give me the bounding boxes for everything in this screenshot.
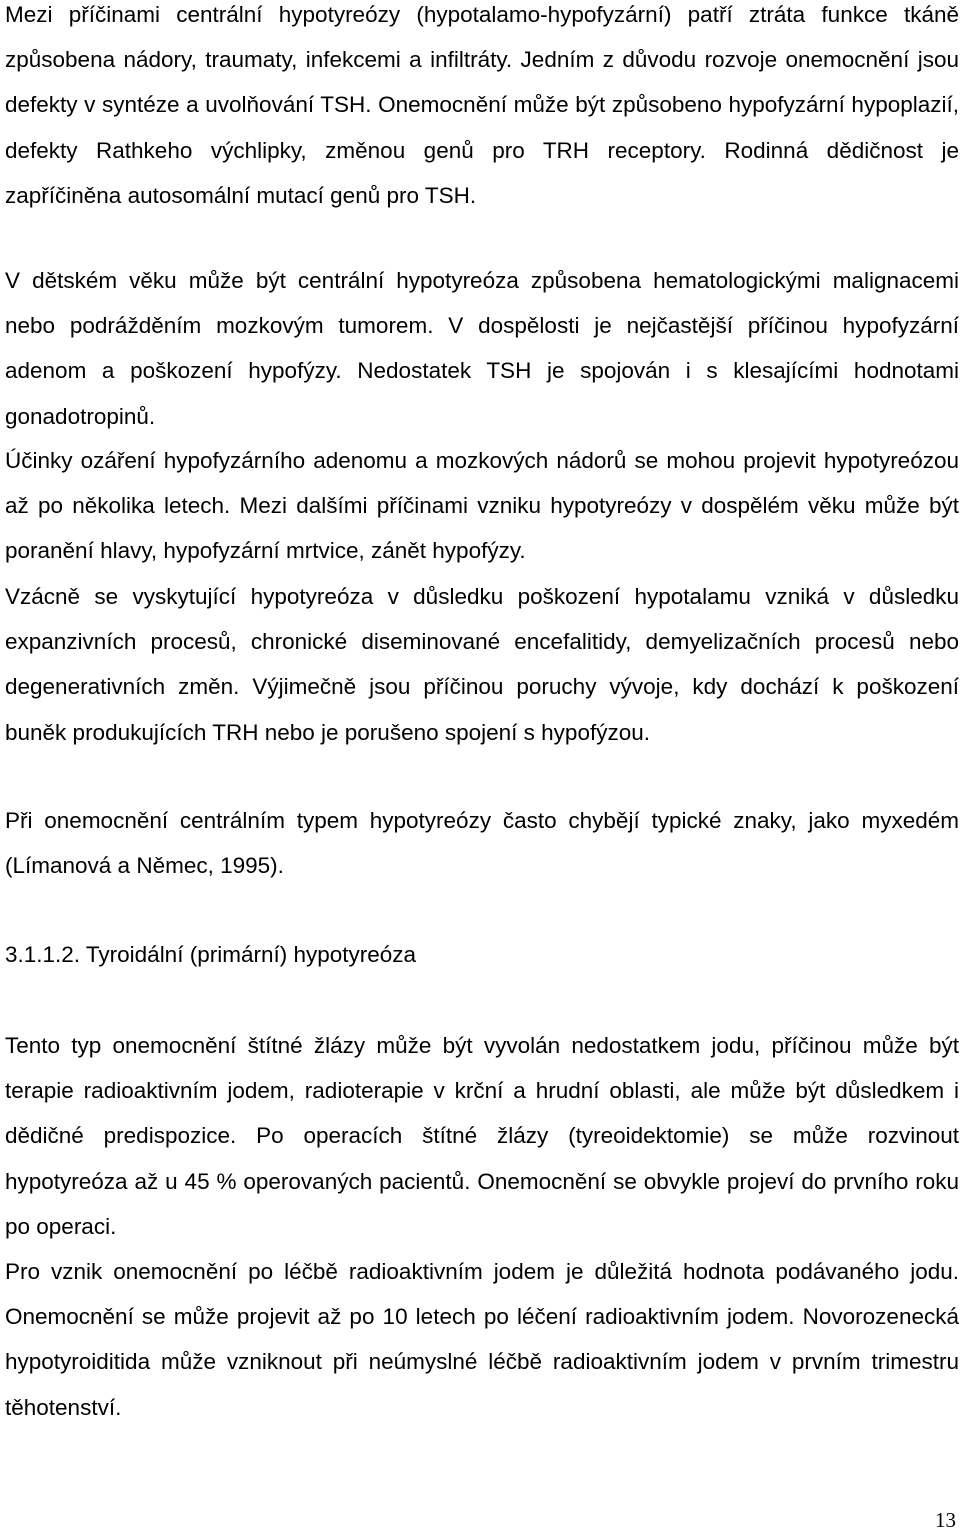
paragraph-childhood-causes: V dětském věku může být centrální hypotyreóza způsobena hematologickými malignacemi nebo podrážděním mozkovým tumorem. V dospělosti je nejčastější příčinou hypofyzární adenom a poškození hypofýzy. Nedostatek TSH je spojován i s klesajícími hodnotami gonadotropinů.: [5, 268, 959, 429]
paragraph-central-hypothyroidism-causes: Mezi příčinami centrální hypotyreózy (hypotalamo-hypofyzární) patří ztráta funkce tkáně způsobena nádory, traumaty, infekcemi a infiltráty. Jedním z důvodu rozvoje onemocnění jsou defekty v syntéze a uvolňování TSH. Onemocnění může být způsobeno hypofyzární hypoplazií, defekty Rathkeho výchlipky, změnou genů pro TRH receptory. Rodinná dědičnost je zapříčiněna autosomální mutací genů pro TSH.: [5, 2, 959, 208]
paragraph-symptoms: Při onemocnění centrálním typem hypotyreózy často chybějí typické znaky, jako myxedém (Límanová a Němec, 1995).: [5, 808, 959, 879]
paragraph-hypothalamus-damage: Vzácně se vyskytující hypotyreóza v důsledku poškození hypotalamu vzniká v důsledku expanzivních procesů, chronické diseminované encefalitidy, demyelizačních procesů nebo degenerativních změn. Výjimečně jsou příčinou poruchy vývoje, kdy dochází k poškození buněk produkujících TRH nebo je porušeno spojení s hypofýzou.: [5, 584, 959, 745]
paragraph-thyroid-causes: Tento typ onemocnění štítné žlázy může být vyvolán nedostatkem jodu, příčinou může být terapie radioaktivním jodem, radioterapie v krční a hrudní oblasti, ale může být důsledkem i dědičné predispozice. Po operacích štítné žlázy (tyreoidektomie) se může rozvinout hypotyreóza až u 45 % operovaných pacientů. Onemocnění se obvykle projeví do prvního roku po operaci.: [5, 1033, 959, 1239]
section-heading: 3.1.1.2. Tyroidální (primární) hypotyreóza: [5, 942, 417, 967]
paragraph-radioactive-iodine: Pro vznik onemocnění po léčbě radioaktivním jodem je důležitá hodnota podávaného jodu. Onemocnění se může projevit až po 10 letech po léčení radioaktivním jodem. Novorozenecká hypotyroiditida může vzniknout při neúmyslné léčbě radioaktivním jodem v prvním trimestru těhotenství.: [5, 1259, 959, 1420]
paragraph-radiation-effects: Účinky ozáření hypofyzárního adenomu a mozkových nádorů se mohou projevit hypotyreózou až po několika letech. Mezi dalšími příčinami vzniku hypotyreózy v dospělém věku může být poranění hlavy, hypofyzární mrtvice, zánět hypofýzy.: [5, 448, 959, 564]
page-number: 13: [935, 1508, 956, 1532]
